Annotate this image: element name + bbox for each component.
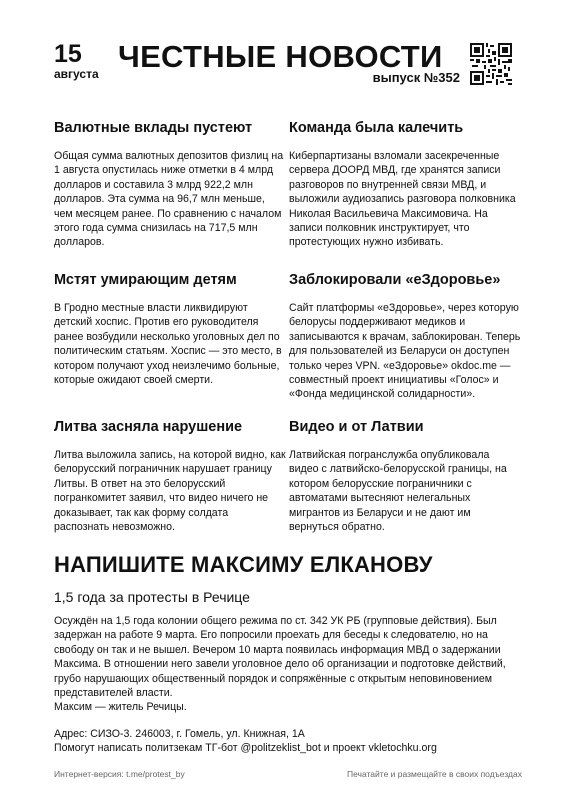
article-ezdorovye bbox=[289, 271, 521, 402]
feature-title: НАПИШИТЕ МАКСИМУ ЕЛКАНОВУ bbox=[54, 552, 433, 577]
article-title: Видео и от Латвии bbox=[289, 419, 424, 435]
article-title: Заблокировали «еЗдоровье» bbox=[289, 272, 501, 288]
feature-subtitle: 1,5 года за протесты в Речице bbox=[54, 589, 250, 605]
feature-contacts bbox=[54, 727, 524, 756]
article-lithuania bbox=[54, 418, 286, 534]
feature-body bbox=[54, 614, 524, 715]
article-beating-order bbox=[289, 119, 521, 250]
article-title: Валютные вклады пустеют bbox=[54, 120, 253, 136]
article-title: Мстят умирающим детям bbox=[54, 272, 237, 288]
article-currency-deposits bbox=[54, 119, 286, 250]
article-hospice bbox=[54, 271, 286, 387]
header bbox=[54, 40, 512, 100]
article-text: В Гродно местные власти ликвидируют детский хоспис. Против его руководителя ранее возбудили несколько уголовных дел по политическим статьям. Хоспис — это место, в котором получают уход неизлечимо больные, которые ожидают своей смерти. bbox=[54, 302, 282, 387]
footer-web-version: Интернет-версия: t.me/protest_by bbox=[54, 769, 185, 779]
article-text: Латвийская погранслужба опубликовала видео с латвийско-белорусской границы, на котором белорусские пограничники с автоматами вытесняют нелегальных мигрантов из Беларуси и не дают им вернуться обратно. bbox=[289, 449, 507, 534]
help-info: Помогут написать политзекам ТГ-бот @politzeklist_bot и проект vkletochku.org bbox=[54, 742, 437, 755]
qr-code-icon bbox=[470, 43, 512, 85]
article-title: Литва засняла нарушение bbox=[54, 419, 243, 435]
article-text: Общая сумма валютных депозитов физлиц на 1 августа опустилась ниже отметки в 4 млрд долларов и составила 3 млрд 922,2 млн долларов. Эта сумма на 96,7 млн меньше, чем месяцем ранее. По сравнению с началом этого года сумма снизилась на 717,5 млн долларов. bbox=[54, 150, 284, 249]
prison-address: Адрес: СИЗО-3. 246003, г. Гомель, ул. Книжная, 1А bbox=[54, 727, 305, 740]
footer-print-note: Печатайте и размещайте в своих подъездах bbox=[346, 769, 522, 779]
article-latvia bbox=[289, 418, 521, 534]
article-text: Киберпартизаны взломали засекреченные сервера ДООРД МВД, где хранятся записи разговоров по внутренней связи МВД, и выложили аудиозапись разговора полковника Николая Васильевича Максимовича. На записи полковник инструктирует, что протестующих нужно избивать. bbox=[289, 150, 516, 249]
feature-note: Максим — житель Речицы. bbox=[54, 701, 187, 714]
article-text: Сайт платформы «еЗдоровье», через которую белорусы поддерживают медиков и записываются к врачам, заблокирован. Теперь для пользователей из Беларуси он доступен только через VPN. «еЗдоровье» okdoc.me — совместный проект инициативы «Голос» и «Фонда медицинской солидарности». bbox=[289, 302, 521, 401]
issue-number: выпуск №352 bbox=[372, 70, 460, 85]
political-prisoner-feature bbox=[54, 552, 524, 756]
issue-month: августа bbox=[54, 67, 99, 81]
feature-body-text: Осуждён на 1,5 года колонии общего режима по ст. 342 УК РБ (групповые действия). Был задержан на работе 9 марта. Его попросили проехать для беседы к следователю, но на свободу он так и не вышел. Вечером 10 марта появилась информация МВД о задержании Максима. В отношении него завели уголовное дело об организации и подготовке действий, грубо нарушающих общественный порядок и сопряжённые с открытым неповиновением представителей власти. bbox=[54, 615, 506, 700]
article-title: Команда была калечить bbox=[289, 120, 464, 136]
article-text: Литва выложила запись, на которой видно, как белорусский пограничник нарушает границу Литвы. В ответ на это белорусский погранкомитет заявил, что видео ничего не доказывает, так как форму солдата распознать невозможно. bbox=[54, 449, 286, 534]
newsletter-title: ЧЕСТНЫЕ НОВОСТИ bbox=[118, 39, 443, 74]
issue-day: 15 bbox=[54, 40, 82, 68]
